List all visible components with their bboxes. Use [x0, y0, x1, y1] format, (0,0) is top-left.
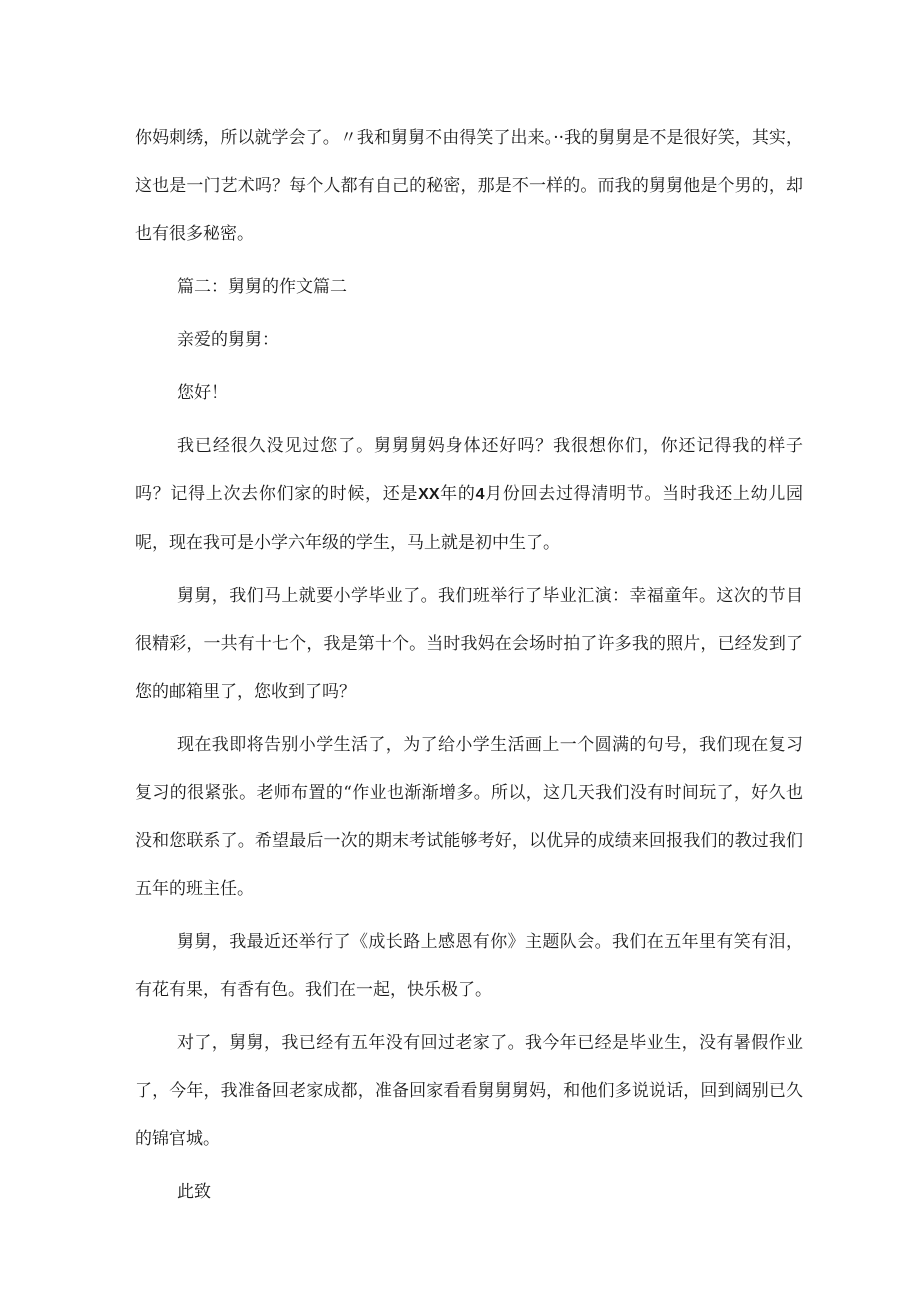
paragraph: [135, 721, 803, 913]
paragraph: [135, 422, 803, 567]
paragraph-text: 现在我即将告别小学生活了，为了给小学生活画上一个圆满的句号，我们现在复习复习的很紧张。老师布置的“作业也渐渐增多。所以，这几天我们没有时间玩了，好久也没和您联系了。希望最后一次的期末考试能够考好，以优异的成绩来回报我们的教过我们五年的班主任。: [135, 735, 803, 899]
paragraph-text: 我已经很久没见过您了。舅舅舅妈身体还好吗？我很想你们，你还记得我的样子吗？记得上次去你们家的时候，还是: [135, 436, 803, 504]
paragraph-text: 对了，舅舅，我已经有五年没有回过老家了。我今年已经是毕业生，没有暑假作业了，今年，我准备回老家成都，准备回家看看舅舅舅妈，和他们多说说话，回到阔别已久的锦官城。: [135, 1033, 803, 1149]
paragraph-text: 此致: [177, 1182, 211, 1202]
paragraph: [135, 114, 803, 258]
paragraph: [135, 918, 803, 1014]
paragraph-text: 舅舅，我最近还举行了《成长路上感恩有你》主题队会。我们在五年里有笑有泪，有花有果，有香有色。我们在一起，快乐极了。: [135, 932, 803, 1000]
letter-body: [135, 114, 803, 1221]
paragraph: [135, 369, 803, 417]
paragraph: [135, 1168, 803, 1216]
paragraph-text: 年的: [439, 484, 476, 504]
paragraph-text: 月份回去过得清明节。当时我还上幼儿园呢，现在我可是小学六年级的学生，马上就是初中生了。: [135, 484, 804, 553]
inline-latin-text: XX: [418, 486, 440, 503]
paragraph: [135, 316, 803, 364]
paragraph: [135, 1019, 803, 1163]
paragraph-text: 您好！: [177, 383, 228, 403]
inline-latin-text: 4: [475, 486, 485, 503]
paragraph-text: 舅舅，我们马上就要小学毕业了。我们班举行了毕业汇演：幸福童年。这次的节目很精彩，一共有十七个，我是第十个。当时我妈在会场时拍了许多我的照片，已经发到了您的邮箱里了，您收到了吗？: [135, 586, 803, 702]
paragraph: [135, 572, 803, 716]
paragraph: [135, 263, 803, 311]
paragraph-text: 你妈刺绣，所以就学会了。〃我和舅舅不由得笑了出来。··我的舅舅是不是很好笑，其实，这也是一门艺术吗？每个人都有自己的秘密，那是不一样的。而我的舅舅他是个男的，却也有很多秘密。: [135, 128, 803, 244]
paragraph-text: 亲爱的舅舅：: [177, 330, 279, 350]
paragraph-text: 篇二：舅舅的作文篇二: [177, 277, 347, 297]
